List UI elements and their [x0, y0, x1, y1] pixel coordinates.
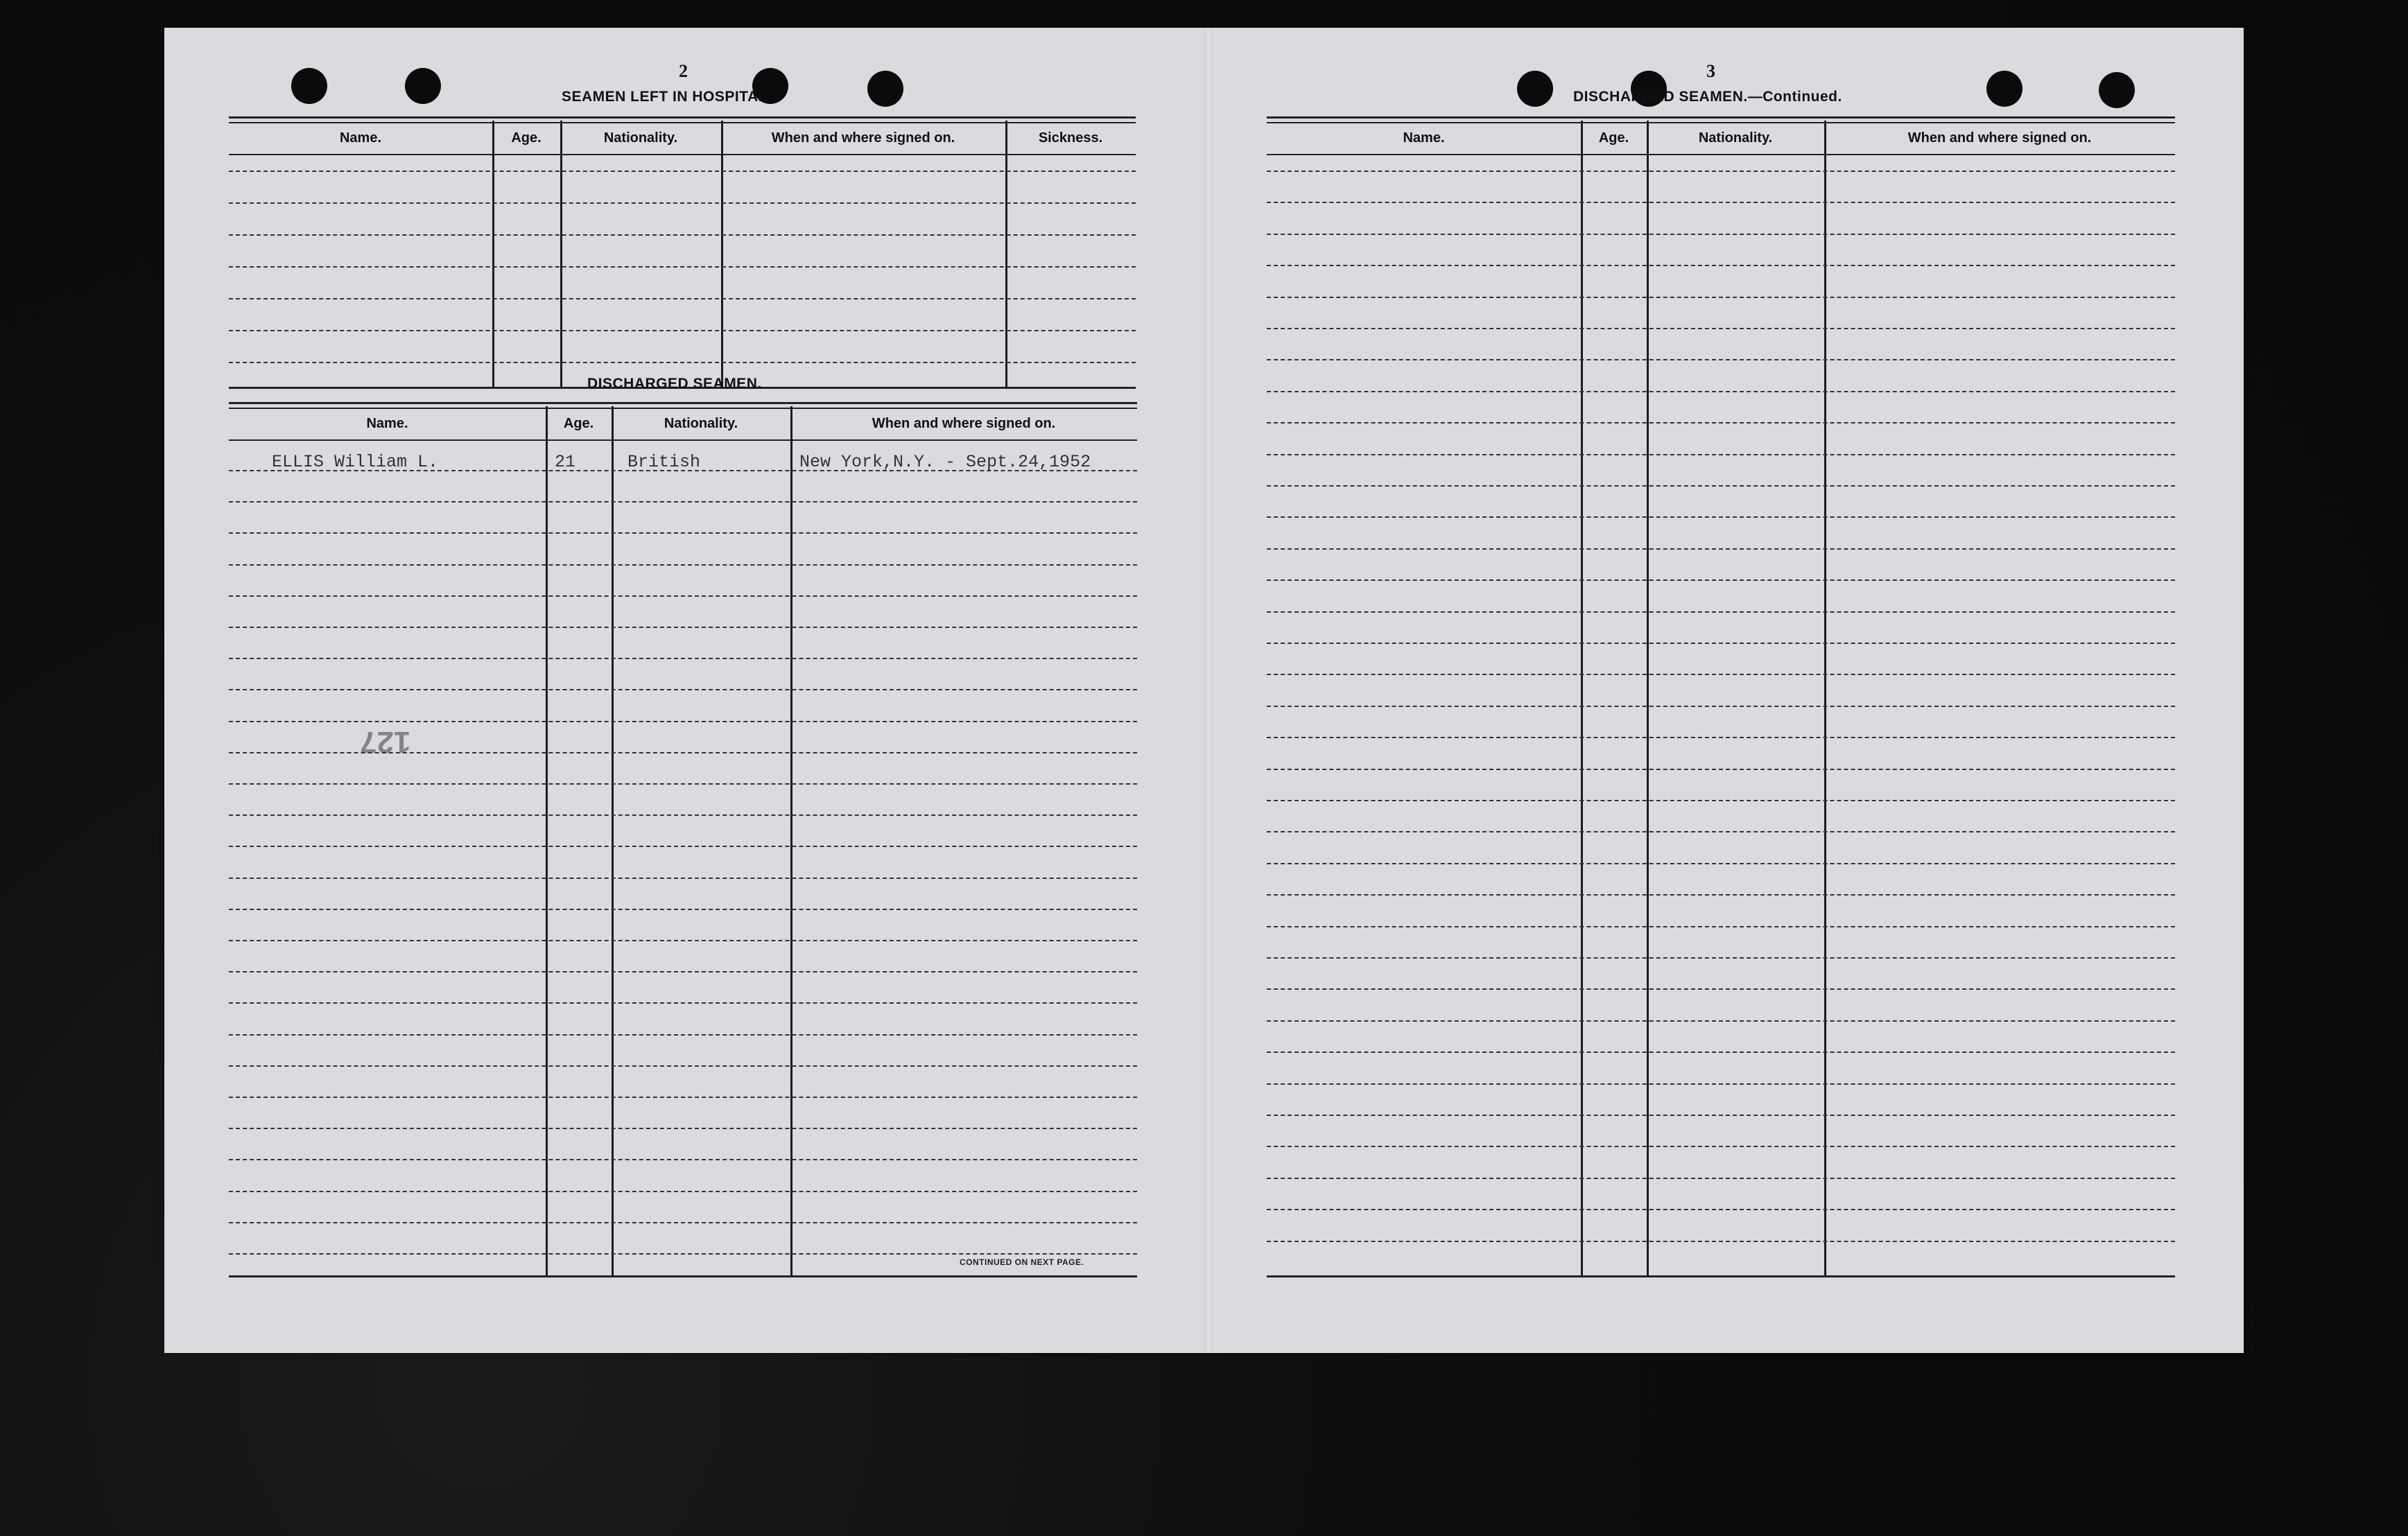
row-rule [1267, 202, 2175, 203]
row-rule [1267, 1020, 2175, 1022]
row-rule [229, 234, 1136, 236]
punch-hole [867, 71, 903, 107]
table-bottom-rule [1267, 1275, 2175, 1277]
row-rule [1267, 391, 2175, 392]
header-underline [1267, 154, 2175, 155]
row-rule [229, 909, 1137, 910]
row-rule [229, 721, 1137, 722]
row-rule [229, 298, 1136, 299]
table-header-row [229, 123, 1136, 152]
column-header: Age. [511, 130, 542, 146]
table-header-row [229, 409, 1137, 438]
row-rule [229, 658, 1137, 659]
row-rule [1267, 1051, 2175, 1053]
column-divider [790, 406, 792, 1275]
header-underline [229, 439, 1137, 441]
row-rule [229, 1034, 1137, 1036]
row-rule [229, 971, 1137, 972]
crew-list-spread [164, 28, 2244, 1353]
row-rule [229, 627, 1137, 628]
column-header: When and where signed on. [1907, 130, 2092, 146]
column-divider [560, 121, 562, 387]
column-header: Nationality. [664, 415, 738, 431]
column-header: Name. [1403, 130, 1445, 146]
row-rule [229, 1002, 1137, 1004]
row-rule [1267, 1115, 2175, 1116]
row-rule [229, 1253, 1137, 1255]
column-divider [612, 406, 614, 1275]
row-rule [229, 783, 1137, 785]
row-rule [1267, 800, 2175, 801]
row-rule [229, 202, 1136, 204]
discharged-section-title: DISCHARGED SEAMEN. [587, 376, 762, 392]
hospital-section-title: SEAMEN LEFT IN HOSPITAL. [562, 89, 772, 105]
row-rule [229, 1097, 1137, 1098]
punch-hole [291, 68, 327, 104]
column-divider [721, 121, 723, 387]
discharged-continued-title: DISCHARGED SEAMEN.—Continued. [1573, 89, 1842, 105]
row-rule [229, 846, 1137, 847]
punch-hole [1986, 71, 2022, 107]
row-rule [1267, 1209, 2175, 1210]
row-rule [1267, 328, 2175, 329]
page-number: 2 [679, 61, 688, 81]
column-header: Age. [563, 415, 594, 431]
row-rule [1267, 265, 2175, 266]
row-rule [229, 362, 1136, 363]
row-rule [1267, 894, 2175, 896]
row-rule [1267, 737, 2175, 738]
row-rule [1267, 485, 2175, 487]
row-rule [1267, 297, 2175, 298]
row-rule [1267, 422, 2175, 424]
row-rule [229, 1065, 1137, 1067]
row-rule [1267, 1083, 2175, 1085]
column-divider [1647, 121, 1649, 1275]
row-rule [1267, 1146, 2175, 1147]
row-rule [1267, 1178, 2175, 1179]
table-header-row [1267, 123, 2175, 152]
punch-hole [405, 68, 441, 104]
table-row [229, 452, 1137, 477]
column-divider [1005, 121, 1007, 387]
row-rule [1267, 359, 2175, 360]
column-header: Sickness. [1038, 130, 1103, 146]
row-rule [229, 564, 1137, 566]
column-header: Nationality. [603, 130, 678, 146]
column-divider [1581, 121, 1583, 1275]
discharged-table [229, 402, 1137, 1281]
column-header: Age. [1598, 130, 1629, 146]
hospital-table [229, 116, 1136, 394]
row-rule [1267, 674, 2175, 675]
row-rule [1267, 579, 2175, 581]
column-header: Nationality. [1698, 130, 1773, 146]
column-divider [492, 121, 494, 387]
row-rule [1267, 643, 2175, 644]
punch-hole [2099, 72, 2135, 108]
row-rule [229, 1159, 1137, 1160]
row-rule [1267, 171, 2175, 172]
page-fold [1204, 28, 1213, 1353]
column-divider [546, 406, 548, 1275]
cell-signed-on: New York,N.Y. - Sept.24,1952 [799, 452, 1091, 472]
table-top-rule [229, 116, 1136, 119]
stamp-mark: 127 [360, 725, 411, 759]
row-rule [1267, 454, 2175, 455]
row-rule [1267, 988, 2175, 990]
row-rule [229, 171, 1136, 172]
row-rule [229, 1222, 1137, 1223]
column-header: Name. [366, 415, 408, 431]
row-rule [229, 532, 1137, 534]
row-rule [229, 330, 1136, 331]
row-rule [229, 266, 1136, 268]
row-rule [229, 595, 1137, 597]
row-rule [1267, 831, 2175, 832]
column-header: When and where signed on. [872, 415, 1056, 431]
row-rule [229, 878, 1137, 879]
row-rule [229, 814, 1137, 816]
discharged-continued-table [1267, 116, 2175, 1281]
row-rule [1267, 863, 2175, 864]
row-rule [1267, 926, 2175, 927]
row-rule [229, 689, 1137, 690]
continued-note: CONTINUED ON NEXT PAGE. [960, 1257, 1084, 1267]
row-rule [1267, 234, 2175, 235]
row-rule [1267, 1241, 2175, 1242]
column-header: Name. [339, 130, 382, 146]
table-top-rule [229, 402, 1137, 404]
row-rule [1267, 769, 2175, 770]
punch-hole [1517, 71, 1553, 107]
page-number: 3 [1706, 61, 1715, 81]
cell-nationality: British [627, 452, 701, 472]
row-rule [1267, 548, 2175, 550]
row-rule [229, 501, 1137, 503]
row-rule [1267, 706, 2175, 707]
row-rule [229, 1191, 1137, 1192]
row-rule [1267, 516, 2175, 518]
row-rule [229, 1128, 1137, 1129]
table-top-rule [1267, 116, 2175, 119]
header-underline [229, 154, 1136, 155]
row-rule [229, 940, 1137, 941]
cell-age: 21 [555, 452, 576, 472]
table-bottom-rule [229, 1275, 1137, 1277]
column-divider [1824, 121, 1826, 1275]
column-header: When and where signed on. [771, 130, 955, 146]
cell-name: ELLIS William L. [272, 452, 439, 472]
row-rule [1267, 611, 2175, 613]
row-rule [1267, 957, 2175, 959]
